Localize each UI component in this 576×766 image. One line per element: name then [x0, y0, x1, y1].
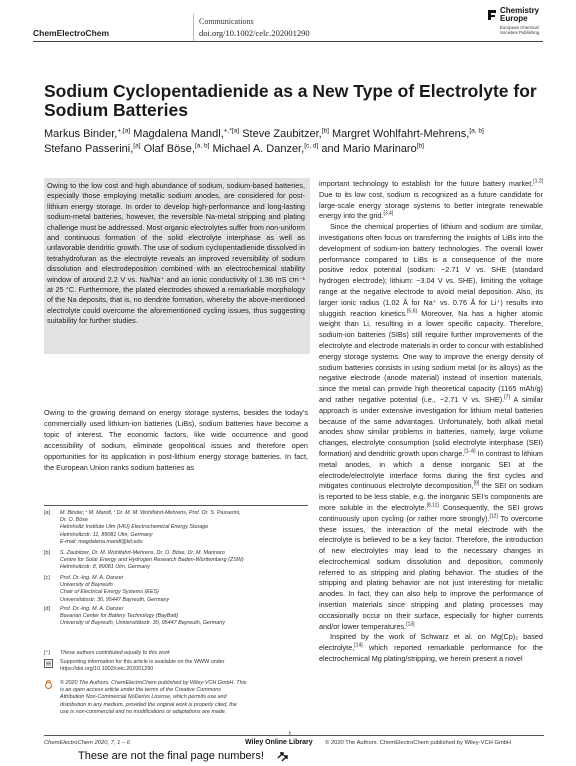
affiliation-label: [⁺]	[44, 650, 50, 656]
journal-name: ChemElectroChem	[33, 28, 110, 38]
publisher-name-line1: Chemistry	[500, 6, 540, 15]
author-name[interactable]: Michael A. Danzer,	[209, 143, 305, 155]
citation[interactable]: [12]	[489, 513, 498, 520]
author-list	[44, 127, 554, 157]
affiliation-d	[44, 606, 308, 630]
affiliation-line: Bavarian Center for Battery Technology (BayBatt)	[60, 613, 179, 620]
footer-rule	[44, 735, 544, 736]
author-affiliation: [a]	[133, 142, 141, 150]
double-arrow-icon	[276, 749, 290, 763]
equal-contribution-note: [⁺] These authors contributed equally to this work	[44, 650, 170, 656]
affiliation-label: [c]	[44, 575, 50, 581]
body-paragraph-2: Since the chemical properties of lithium and sodium are similar, investigations often focus on transferring the insights of LiBs into the development of sodium-ion battery technologies. The overall lower performance compared to LiBs is a consequence of the more positive redox potential (sodium: −2.71 V vs. SHE (standard hydrogen electrode); lithium: −3.04 V vs. SHE), limiting the voltage range at the negative electrode to avoid metal deposition. Also, its larger ionic radius (1.02 Å for Na⁺ vs. 0.76 Å for Li⁺) results into sluggish reaction kinetics.[5,6] Moreover, Na has a higher atomic weight than Li, resulting in a lower specific capacity. Therefore, sodium-ion batteries (SIBs) still require further improvements of the electrolyte and electrode materials in order to concur with established energy storage systems. One way to improve the energy density of sodium batteries consists in using sodium metal (or its alloys) as the negative electrode (anode material) instead of insertion materials, since the metal can provide high theoretical capacity (1165 mAh/g) and rather negative potential (i.e., −2.71 V vs. SHE).[7] A similar approach is under extensive investigation for lithium metal batteries because of the same advantages. Unfortunately, both alkali metal anodes show similar problems in batteries, namely, large volume changes, electrolyte consumption (solid electrolyte interphase (SEI) formation) and dendritic growth upon charge.[1–6] In contrast to lithium metal anodes, in which a dense inorganic SEI at the electrode/electrolyte interface forms during the first cycles and mitigates continuous electrolyte decomposition,[9] the SEI on sodium is reported to be less stable, e.g. the inorganic SEI’s components are more soluble in the electrolyte.[8,11] Consequently, the SEI grows continuously upon cycling (or rather more strongly).[12] To overcome these issues, the interaction of the metal electrode with the electrolyte is believed to be a key factor. Therefore, the introduction of new electrolytes may lead to the necessary changes in electrochemical sodium dissolution and deposition, commonly referred to as stripping and plating behavior. The studies of the stripping and plating behavior are not just interesting for metallic anodes. In fact, they can also help to improve the performance of insertion materials since stripping and plating processes may occasionally occur on their surface, especially for higher currents and/or lower temperatures.[13]	[319, 222, 544, 631]
author-affiliation: +,*[a]	[223, 127, 240, 135]
author-affiliation: [a, b]	[194, 142, 210, 150]
author-name[interactable]: Margret Wohlfahrt-Mehrens,	[328, 128, 470, 140]
affiliation-email[interactable]: E-mail: magdalena.mandl@kit.edu	[60, 538, 143, 545]
affiliation-line: Prof. Dr.-Ing. M. A. Danzer	[60, 575, 124, 581]
license-line: is an open access article under the terms of the Creative Commons	[60, 687, 221, 694]
author-name[interactable]: Markus Binder,	[44, 128, 118, 140]
author-name[interactable]: Olaf Böse,	[140, 143, 195, 155]
affiliation-line: Universitätsstr. 30, 95447 Bayreuth, Germany	[60, 596, 170, 603]
footnote-rule	[44, 505, 308, 506]
license-line: distribution in any medium, provided the original work is properly cited, the	[60, 701, 237, 708]
citation[interactable]: [14]	[354, 642, 363, 649]
citation[interactable]: [8,11]	[426, 502, 439, 509]
affiliation-line: Helmholtz Institute Ulm (HIU) Electrochemical Energy Storage	[60, 524, 209, 531]
affiliation-line: M. Binder,⁺ M. Mandl,⁺ Dr. M. M. Wohlfahrt-Mehrens, Prof. Dr. S. Passerini,	[60, 510, 241, 516]
license-line: © 2020 The Authors. ChemElectroChem published by Wiley-VCH GmbH. This	[60, 680, 247, 686]
citation[interactable]: [13]	[406, 621, 415, 628]
citation[interactable]: [7]	[504, 394, 510, 401]
citation[interactable]: [1–6]	[464, 448, 476, 455]
final-page-notice: These are not the final page numbers!	[78, 750, 264, 762]
wiley-online-library-link[interactable]: Wiley Online Library	[245, 739, 313, 746]
body-right-column	[319, 179, 543, 665]
supporting-info-link[interactable]: https://doi.org/10.1002/celc.202001290	[60, 666, 154, 673]
body-paragraph-3: Inspired by the work of Schwarz et al. on Mg(Cp)₂ based electrolyte,[14] which reported remarkable performance for the electrochemical Mg plating/stripping, we herein present a novel	[319, 632, 543, 664]
author-affiliation: [c, d]	[304, 142, 319, 150]
body-paragraph-1: important technology to establish for the future battery market.[1,2] Due to its low cost, sodium is recognized as a future candidate for large-scale energy storage systems to better integrate renewable energy into the grid.[3,4]	[319, 178, 543, 221]
license-line: Attribution Non-Commercial NoDerivs License, which permits use and	[60, 694, 227, 701]
chemistry-europe-logo-icon	[486, 8, 498, 22]
affiliation-line: Centre for Solar Energy and Hydrogen Research Baden-Württemberg (ZSW)	[60, 557, 244, 564]
author-affiliation: [a, b]	[469, 127, 484, 135]
publisher-name-line2: Europe	[500, 14, 528, 23]
footer-copyright: © 2020 The Authors. ChemElectroChem published by Wiley-VCH GmbH	[325, 740, 512, 746]
author-line-2	[44, 142, 554, 157]
article-title: Sodium Cyclopentadienide as a New Type of Electrolyte for Sodium Batteries	[44, 81, 537, 120]
author-affiliation: [b]	[321, 127, 329, 135]
affiliation-b	[44, 550, 308, 574]
author-affiliation: +,[a]	[117, 127, 131, 135]
author-line-1	[44, 127, 554, 142]
citation[interactable]: [1,2]	[533, 178, 543, 185]
header-divider	[193, 14, 194, 41]
publisher-subtitle-line1: European Chemical	[500, 25, 539, 30]
citation[interactable]: [5,6]	[407, 308, 417, 315]
section-label: Communications	[199, 17, 254, 26]
affiliation-line: Helmholtzstr. 11, 89081 Ulm, Germany	[60, 531, 153, 538]
author-name[interactable]: Magdalena Mandl,	[130, 128, 224, 140]
citation[interactable]: [3,4]	[383, 210, 394, 217]
license-note	[44, 680, 308, 720]
license-line: use is non-commercial and no modifications or adaptations are made.	[60, 708, 227, 715]
footer-journal-citation: ChemElectroChem 2020, 7, 1 – 6	[44, 740, 131, 746]
supporting-info-note	[44, 659, 308, 675]
affiliation-line: University of Bayreuth	[60, 582, 113, 589]
abstract-text: Owing to the low cost and high abundance of sodium, sodium-based batteries, especially those employing metallic sodium anodes, are considered for post-lithium energy storage. In order to develop high-performance and long-lasting sodium-metal batteries, however, the reversible Na-metal stripping and plating challenge must be addressed. Most organic electrolytes suffer from non-uniform and continuous formation of the solid electrolyte interphase as well as unfavorable dendritic growth. The use of sodium cyclopentadienide dissolved in tetrahydrofuran as the electrolyte reveals an improved reversibility of sodium dissolution and electrodeposition combined with an electrochemical stability window of around 2.2 V vs. Na/Na⁺ and an ionic conductivity of 1.36 mS cm⁻¹ at 25 °C. Furthermore, the plated electrodes showed a remarkable morphology of the Na deposits, that is, no dendrite formation, whereby the above-mentioned electrolyte could overcome the aforementioned cycling issues, thus suggesting suitability for further studies.	[47, 181, 305, 326]
affiliation-line: S. Zaubitzer, Dr. M. Wohlfahrt-Mehrens, Dr. O. Böse, Dr. M. Marinaro	[60, 550, 225, 556]
affiliation-a	[44, 510, 308, 550]
affiliation-label: [a]	[44, 510, 50, 516]
author-name[interactable]: and Mario Marinaro	[318, 143, 417, 155]
affiliation-label: [d]	[44, 606, 50, 612]
header-rule	[33, 41, 543, 42]
affiliation-line: Prof. Dr.-Ing. M. A. Danzer	[60, 606, 124, 612]
supporting-info-line: Supporting information for this article is available on the WWW under	[60, 659, 225, 665]
citation[interactable]: [9]	[473, 480, 480, 487]
publisher-subtitle-line2: Societies Publishing	[500, 30, 540, 35]
affiliation-label: [b]	[44, 550, 50, 556]
intro-paragraph: Owing to the growing demand on energy storage systems, besides the today’s commercially used lithium-ion batteries (LiBs), sodium batteries have become a topic of interest. The economic factors, like wide occurrence and good accessibility of sodium, eliminate geopolitical issues and therefore open opportunities for its application in post-lithium energy storage batteries. In fact, the European Union ranks sodium batteries as	[44, 408, 308, 472]
author-affiliation: [b]	[416, 142, 424, 150]
affiliation-line: Chair of Electrical Energy Systems (EES)	[60, 589, 159, 596]
affiliation-line: Dr. O. Böse	[60, 517, 88, 524]
author-name[interactable]: Stefano Passerini,	[44, 143, 134, 155]
affiliation-c	[44, 575, 308, 605]
author-name[interactable]: Steve Zaubitzer,	[239, 128, 322, 140]
affiliation-line: University of Bayreuth, Universitätsstr. 30, 95447 Bayreuth, Germany	[60, 620, 225, 627]
affiliation-line: Helmholtzstr. 8, 89081 Ulm, Germany	[60, 564, 150, 571]
doi-link[interactable]: doi.org/10.1002/celc.202001290	[199, 28, 310, 38]
